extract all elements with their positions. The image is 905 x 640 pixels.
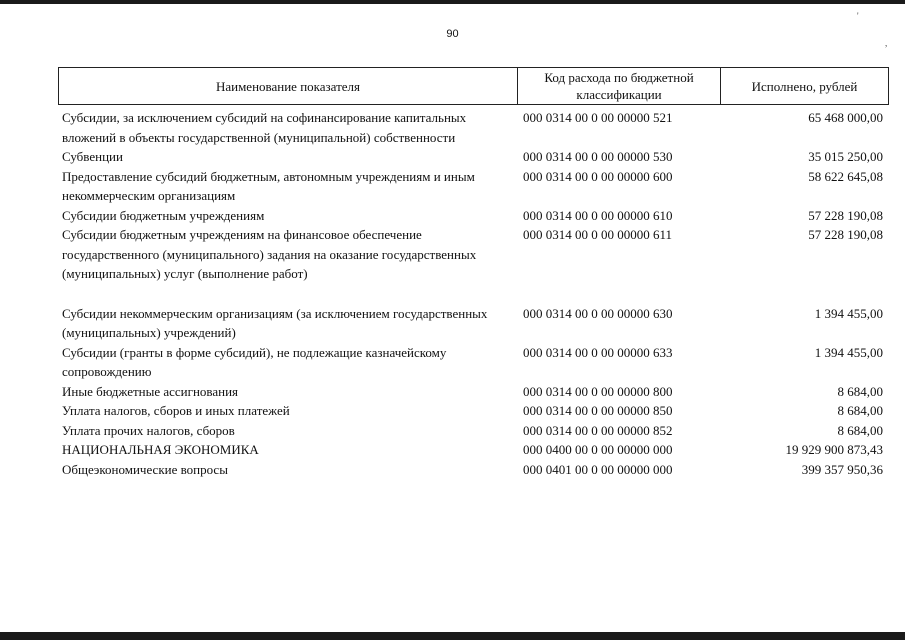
row-code: 000 0314 00 0 00 00000 610 <box>523 207 673 223</box>
row-name: Субсидии некоммерческим организациям (за исключением государственных (муниципальных) учреждений) <box>62 305 488 340</box>
table-row <box>62 225 883 284</box>
row-amount: 57 228 190,08 <box>808 207 883 223</box>
table-row <box>62 167 883 206</box>
row-amount: 8 684,00 <box>837 403 883 418</box>
table-header <box>58 67 889 105</box>
row-amount: 399 357 950,36 <box>801 461 883 477</box>
row-amount: 1 394 455,00 <box>814 344 883 360</box>
row-name: Субсидии, за исключением субсидий на софинансирование капитальных вложений в объекты государственной (муниципальной) собственности <box>62 110 467 145</box>
row-name: Субсидии (гранты в форме субсидий), не подлежащие казначейскому сопровождению <box>62 344 447 379</box>
row-amount: 57 228 190,08 <box>808 227 883 242</box>
header-code: Код расхода по бюджетной классификации <box>518 68 721 104</box>
bottom-border <box>0 632 905 640</box>
row-name: НАЦИОНАЛЬНАЯ ЭКОНОМИКА <box>62 442 259 457</box>
row-code: 000 0314 00 0 00 00000 630 <box>523 305 673 321</box>
scan-mark: , <box>885 38 888 48</box>
table-row <box>62 147 883 167</box>
row-name: Субвенции <box>62 149 123 164</box>
row-amount: 1 394 455,00 <box>814 305 883 321</box>
row-amount: 35 015 250,00 <box>808 149 883 164</box>
row-code: 000 0314 00 0 00 00000 800 <box>523 383 673 399</box>
row-code: 000 0314 00 0 00 00000 611 <box>523 227 673 242</box>
page-number: 90 <box>446 28 459 40</box>
row-name: Иные бюджетные ассигнования <box>62 383 239 399</box>
scan-mark: ' <box>857 11 859 21</box>
table-row <box>62 440 883 460</box>
row-name: Субсидии бюджетным учреждениям на финансовое обеспечение государственного (муниципального) задания на оказание государственных (муниципальных) услуг (выполнение работ) <box>62 227 477 281</box>
top-border <box>0 0 905 4</box>
table-row <box>62 206 883 226</box>
row-amount: 8 684,00 <box>837 422 883 438</box>
row-name: Субсидии бюджетным учреждениям <box>62 207 265 223</box>
table-row <box>62 304 883 343</box>
row-amount: 65 468 000,00 <box>808 110 883 125</box>
row-code: 000 0400 00 0 00 00000 000 <box>523 442 673 457</box>
header-name: Наименование показателя <box>59 68 518 104</box>
row-code: 000 0314 00 0 00 00000 852 <box>523 422 673 438</box>
table-row <box>62 421 883 441</box>
row-code: 000 0314 00 0 00 00000 633 <box>523 344 673 360</box>
row-name: Уплата налогов, сборов и иных платежей <box>62 403 290 418</box>
row-name: Уплата прочих налогов, сборов <box>62 422 235 438</box>
row-name: Предоставление субсидий бюджетным, автономным учреждениям и иным некоммерческим организациям <box>62 168 475 203</box>
row-amount: 8 684,00 <box>837 383 883 399</box>
row-amount: 58 622 645,08 <box>808 168 883 184</box>
table-body <box>62 108 883 479</box>
table-row <box>62 460 883 480</box>
table-row <box>62 343 883 382</box>
row-name: Общеэкономические вопросы <box>62 461 228 477</box>
table-row <box>62 382 883 402</box>
header-amount: Исполнено, рублей <box>751 78 858 94</box>
table-row <box>62 401 883 421</box>
row-amount: 19 929 900 873,43 <box>785 442 883 457</box>
row-code: 000 0401 00 0 00 00000 000 <box>523 461 673 477</box>
table-row <box>62 108 883 147</box>
row-code: 000 0314 00 0 00 00000 850 <box>523 403 673 418</box>
row-code: 000 0314 00 0 00 00000 530 <box>523 149 673 164</box>
row-code: 000 0314 00 0 00 00000 521 <box>523 110 673 125</box>
row-code: 000 0314 00 0 00 00000 600 <box>523 168 673 184</box>
